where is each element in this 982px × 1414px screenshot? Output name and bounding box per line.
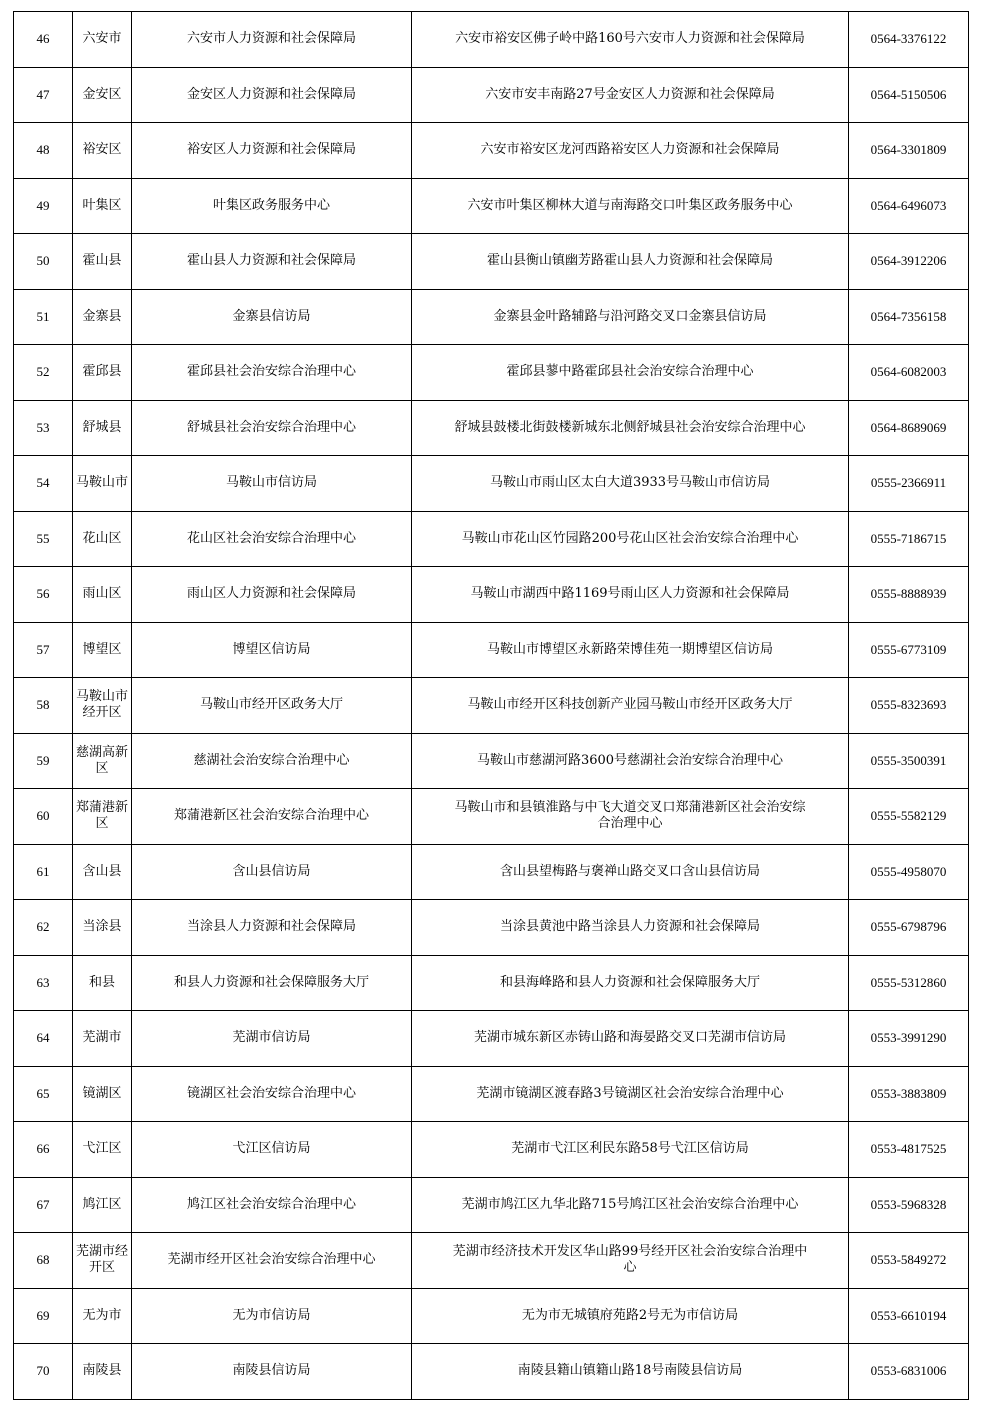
office-name-cell: 郑蒲港新区社会治安综合治理中心 bbox=[132, 789, 412, 845]
office-name-cell: 当涂县人力资源和社会保障局 bbox=[132, 900, 412, 956]
phone-cell: 0553-6610194 bbox=[849, 1288, 969, 1344]
row-number-cell: 58 bbox=[14, 678, 73, 734]
office-name-cell: 叶集区政务服务中心 bbox=[132, 178, 412, 234]
phone-cell: 0564-3301809 bbox=[849, 123, 969, 179]
region-cell: 无为市 bbox=[73, 1288, 132, 1344]
region-cell: 花山区 bbox=[73, 511, 132, 567]
region-cell: 六安市 bbox=[73, 12, 132, 68]
phone-cell: 0555-3500391 bbox=[849, 733, 969, 789]
table-row bbox=[14, 567, 969, 623]
office-name-cell: 含山县信访局 bbox=[132, 844, 412, 900]
region-cell: 含山县 bbox=[73, 844, 132, 900]
row-number-cell: 66 bbox=[14, 1122, 73, 1178]
row-number-cell: 68 bbox=[14, 1233, 73, 1289]
row-number-cell: 54 bbox=[14, 456, 73, 512]
row-number-cell: 52 bbox=[14, 345, 73, 401]
phone-cell: 0555-4958070 bbox=[849, 844, 969, 900]
table-row bbox=[14, 955, 969, 1011]
table-row bbox=[14, 400, 969, 456]
region-cell: 舒城县 bbox=[73, 400, 132, 456]
office-name-cell: 南陵县信访局 bbox=[132, 1344, 412, 1400]
address-cell: 芜湖市经济技术开发区华山路99号经开区社会治安综合治理中心 bbox=[412, 1233, 849, 1289]
table-row bbox=[14, 678, 969, 734]
address-cell: 霍山县衡山镇幽芳路霍山县人力资源和社会保障局 bbox=[412, 234, 849, 290]
address-cell: 无为市无城镇府苑路2号无为市信访局 bbox=[412, 1288, 849, 1344]
phone-cell: 0564-7356158 bbox=[849, 289, 969, 345]
office-name-cell: 鸠江区社会治安综合治理中心 bbox=[132, 1177, 412, 1233]
office-name-cell: 芜湖市经开区社会治安综合治理中心 bbox=[132, 1233, 412, 1289]
row-number-cell: 62 bbox=[14, 900, 73, 956]
region-cell: 叶集区 bbox=[73, 178, 132, 234]
table-row bbox=[14, 511, 969, 567]
table-row bbox=[14, 289, 969, 345]
region-cell: 慈湖高新区 bbox=[73, 733, 132, 789]
office-name-cell: 金安区人力资源和社会保障局 bbox=[132, 67, 412, 123]
phone-cell: 0553-5968328 bbox=[849, 1177, 969, 1233]
address-cell: 南陵县籍山镇籍山路18号南陵县信访局 bbox=[412, 1344, 849, 1400]
row-number-cell: 46 bbox=[14, 12, 73, 68]
table-row bbox=[14, 12, 969, 68]
office-name-cell: 慈湖社会治安综合治理中心 bbox=[132, 733, 412, 789]
table-row bbox=[14, 622, 969, 678]
office-name-cell: 弋江区信访局 bbox=[132, 1122, 412, 1178]
phone-cell: 0553-6831006 bbox=[849, 1344, 969, 1400]
phone-cell: 0553-5849272 bbox=[849, 1233, 969, 1289]
office-name-cell: 霍邱县社会治安综合治理中心 bbox=[132, 345, 412, 401]
phone-cell: 0564-8689069 bbox=[849, 400, 969, 456]
office-name-cell: 马鞍山市信访局 bbox=[132, 456, 412, 512]
region-cell: 镜湖区 bbox=[73, 1066, 132, 1122]
region-cell: 弋江区 bbox=[73, 1122, 132, 1178]
address-cell: 六安市裕安区佛子岭中路160号六安市人力资源和社会保障局 bbox=[412, 12, 849, 68]
office-name-cell: 博望区信访局 bbox=[132, 622, 412, 678]
row-number-cell: 59 bbox=[14, 733, 73, 789]
table-row bbox=[14, 844, 969, 900]
region-cell: 马鞍山市经开区 bbox=[73, 678, 132, 734]
phone-cell: 0555-5312860 bbox=[849, 955, 969, 1011]
table-row bbox=[14, 1011, 969, 1067]
row-number-cell: 67 bbox=[14, 1177, 73, 1233]
address-cell: 六安市裕安区龙河西路裕安区人力资源和社会保障局 bbox=[412, 123, 849, 179]
phone-cell: 0564-5150506 bbox=[849, 67, 969, 123]
row-number-cell: 57 bbox=[14, 622, 73, 678]
region-cell: 金寨县 bbox=[73, 289, 132, 345]
row-number-cell: 70 bbox=[14, 1344, 73, 1400]
office-name-cell: 金寨县信访局 bbox=[132, 289, 412, 345]
table-row bbox=[14, 789, 969, 845]
region-cell: 郑蒲港新区 bbox=[73, 789, 132, 845]
region-cell: 霍邱县 bbox=[73, 345, 132, 401]
region-cell: 马鞍山市 bbox=[73, 456, 132, 512]
phone-cell: 0555-6773109 bbox=[849, 622, 969, 678]
table-row bbox=[14, 1344, 969, 1400]
phone-cell: 0555-6798796 bbox=[849, 900, 969, 956]
row-number-cell: 64 bbox=[14, 1011, 73, 1067]
phone-cell: 0555-7186715 bbox=[849, 511, 969, 567]
address-cell: 含山县望梅路与褒禅山路交叉口含山县信访局 bbox=[412, 844, 849, 900]
row-number-cell: 60 bbox=[14, 789, 73, 845]
region-cell: 鸠江区 bbox=[73, 1177, 132, 1233]
address-cell: 芜湖市城东新区赤铸山路和海晏路交叉口芜湖市信访局 bbox=[412, 1011, 849, 1067]
office-name-cell: 舒城县社会治安综合治理中心 bbox=[132, 400, 412, 456]
row-number-cell: 63 bbox=[14, 955, 73, 1011]
office-name-cell: 六安市人力资源和社会保障局 bbox=[132, 12, 412, 68]
row-number-cell: 51 bbox=[14, 289, 73, 345]
contact-table bbox=[13, 11, 969, 1400]
row-number-cell: 65 bbox=[14, 1066, 73, 1122]
address-cell: 六安市安丰南路27号金安区人力资源和社会保障局 bbox=[412, 67, 849, 123]
phone-cell: 0555-8323693 bbox=[849, 678, 969, 734]
table-row bbox=[14, 733, 969, 789]
table-row bbox=[14, 123, 969, 179]
region-cell: 芜湖市 bbox=[73, 1011, 132, 1067]
region-cell: 金安区 bbox=[73, 67, 132, 123]
row-number-cell: 61 bbox=[14, 844, 73, 900]
address-cell: 当涂县黄池中路当涂县人力资源和社会保障局 bbox=[412, 900, 849, 956]
office-name-cell: 雨山区人力资源和社会保障局 bbox=[132, 567, 412, 623]
phone-cell: 0564-6496073 bbox=[849, 178, 969, 234]
office-name-cell: 无为市信访局 bbox=[132, 1288, 412, 1344]
row-number-cell: 53 bbox=[14, 400, 73, 456]
address-cell: 马鞍山市花山区竹园路200号花山区社会治安综合治理中心 bbox=[412, 511, 849, 567]
table-row bbox=[14, 1288, 969, 1344]
phone-cell: 0555-8888939 bbox=[849, 567, 969, 623]
office-name-cell: 和县人力资源和社会保障服务大厅 bbox=[132, 955, 412, 1011]
table-row bbox=[14, 67, 969, 123]
office-name-cell: 芜湖市信访局 bbox=[132, 1011, 412, 1067]
address-cell: 舒城县鼓楼北街鼓楼新城东北侧舒城县社会治安综合治理中心 bbox=[412, 400, 849, 456]
region-cell: 和县 bbox=[73, 955, 132, 1011]
address-cell: 芜湖市镜湖区渡春路3号镜湖区社会治安综合治理中心 bbox=[412, 1066, 849, 1122]
region-cell: 雨山区 bbox=[73, 567, 132, 623]
row-number-cell: 49 bbox=[14, 178, 73, 234]
region-cell: 南陵县 bbox=[73, 1344, 132, 1400]
row-number-cell: 47 bbox=[14, 67, 73, 123]
address-cell: 金寨县金叶路辅路与沿河路交叉口金寨县信访局 bbox=[412, 289, 849, 345]
phone-cell: 0553-3883809 bbox=[849, 1066, 969, 1122]
address-cell: 马鞍山市博望区永新路荣博佳苑一期博望区信访局 bbox=[412, 622, 849, 678]
table-body bbox=[14, 12, 969, 1400]
row-number-cell: 55 bbox=[14, 511, 73, 567]
region-cell: 裕安区 bbox=[73, 123, 132, 179]
phone-cell: 0553-4817525 bbox=[849, 1122, 969, 1178]
table-row bbox=[14, 345, 969, 401]
row-number-cell: 50 bbox=[14, 234, 73, 290]
row-number-cell: 56 bbox=[14, 567, 73, 623]
office-name-cell: 裕安区人力资源和社会保障局 bbox=[132, 123, 412, 179]
table-row bbox=[14, 456, 969, 512]
office-name-cell: 镜湖区社会治安综合治理中心 bbox=[132, 1066, 412, 1122]
address-cell: 芜湖市弋江区利民东路58号弋江区信访局 bbox=[412, 1122, 849, 1178]
table-row bbox=[14, 1066, 969, 1122]
region-cell: 当涂县 bbox=[73, 900, 132, 956]
region-cell: 芜湖市经开区 bbox=[73, 1233, 132, 1289]
table-row bbox=[14, 178, 969, 234]
row-number-cell: 69 bbox=[14, 1288, 73, 1344]
phone-cell: 0564-6082003 bbox=[849, 345, 969, 401]
phone-cell: 0553-3991290 bbox=[849, 1011, 969, 1067]
table-row bbox=[14, 900, 969, 956]
address-cell: 芜湖市鸠江区九华北路715号鸠江区社会治安综合治理中心 bbox=[412, 1177, 849, 1233]
address-cell: 和县海峰路和县人力资源和社会保障服务大厅 bbox=[412, 955, 849, 1011]
phone-cell: 0555-2366911 bbox=[849, 456, 969, 512]
phone-cell: 0564-3912206 bbox=[849, 234, 969, 290]
address-cell: 马鞍山市和县镇淮路与中飞大道交叉口郑蒲港新区社会治安综合治理中心 bbox=[412, 789, 849, 845]
address-cell: 马鞍山市雨山区太白大道3933号马鞍山市信访局 bbox=[412, 456, 849, 512]
region-cell: 博望区 bbox=[73, 622, 132, 678]
row-number-cell: 48 bbox=[14, 123, 73, 179]
table-row bbox=[14, 1233, 969, 1289]
table-row bbox=[14, 1122, 969, 1178]
table-row bbox=[14, 234, 969, 290]
office-name-cell: 霍山县人力资源和社会保障局 bbox=[132, 234, 412, 290]
table-row bbox=[14, 1177, 969, 1233]
address-cell: 马鞍山市慈湖河路3600号慈湖社会治安综合治理中心 bbox=[412, 733, 849, 789]
office-name-cell: 马鞍山市经开区政务大厅 bbox=[132, 678, 412, 734]
phone-cell: 0555-5582129 bbox=[849, 789, 969, 845]
address-cell: 马鞍山市湖西中路1169号雨山区人力资源和社会保障局 bbox=[412, 567, 849, 623]
phone-cell: 0564-3376122 bbox=[849, 12, 969, 68]
address-cell: 六安市叶集区柳林大道与南海路交口叶集区政务服务中心 bbox=[412, 178, 849, 234]
address-cell: 马鞍山市经开区科技创新产业园马鞍山市经开区政务大厅 bbox=[412, 678, 849, 734]
region-cell: 霍山县 bbox=[73, 234, 132, 290]
address-cell: 霍邱县蓼中路霍邱县社会治安综合治理中心 bbox=[412, 345, 849, 401]
office-name-cell: 花山区社会治安综合治理中心 bbox=[132, 511, 412, 567]
